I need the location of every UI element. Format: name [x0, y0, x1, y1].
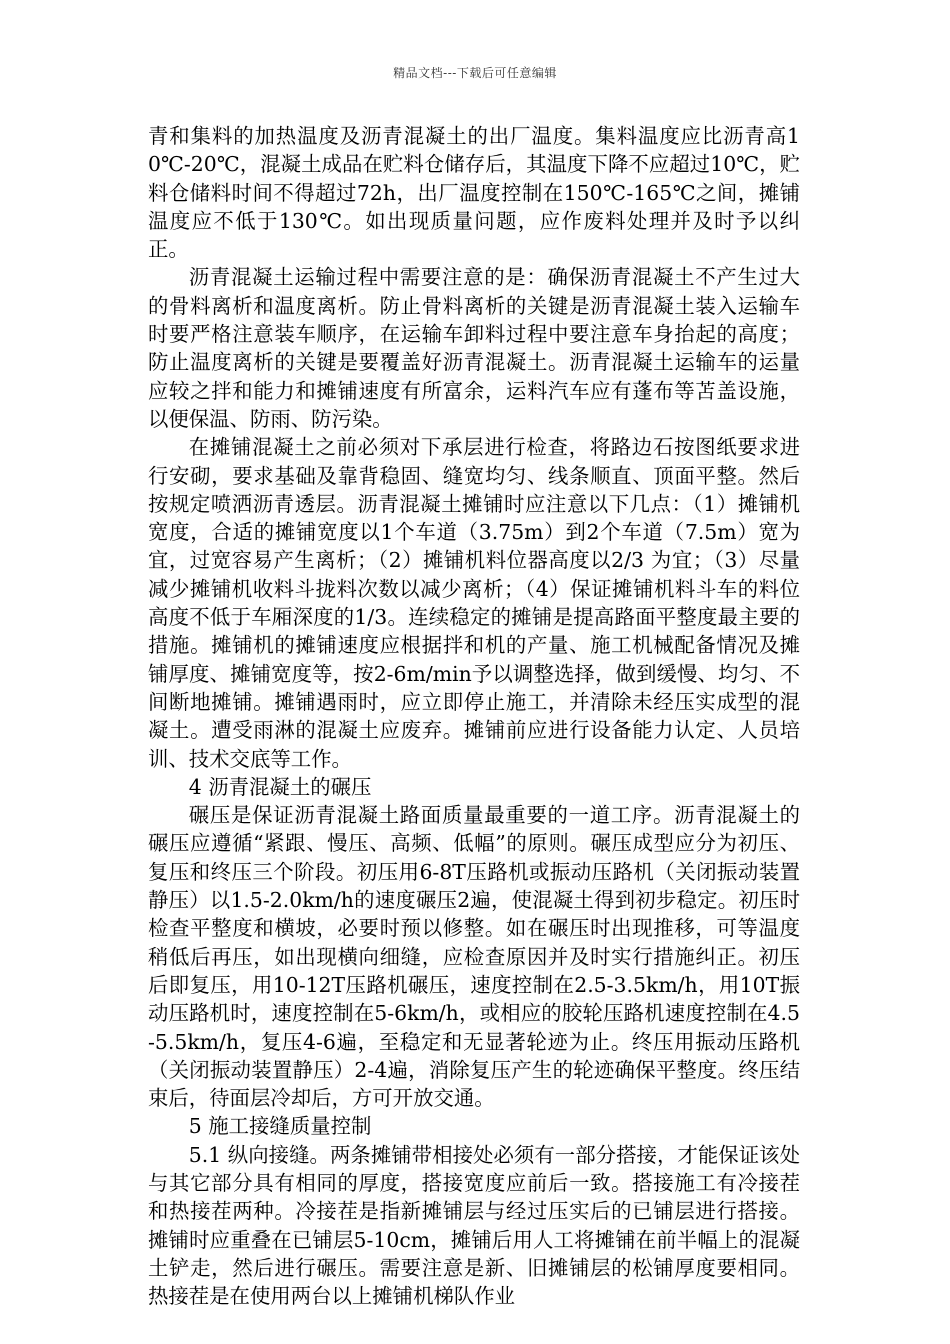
paragraph-transport: 沥青混凝土运输过程中需要注意的是：确保沥青混凝土不产生过大的骨料离析和温度离析。防止骨料离析的关键是沥青混凝土装入运输车时要严格注意装车顺序，在运输车卸料过程中要注意车身抬起的高度；防止温度离析的关键是要覆盖好沥青混凝土。沥青混凝土运输车的运量应较之拌和能力和摊铺速度有所富余，运料汽车应有蓬布等苫盖设施，以便保温、防雨、防污染。: [148, 265, 800, 431]
document-body: [148, 122, 800, 1310]
section-heading-compaction: 4 沥青混凝土的碾压: [188, 774, 372, 799]
paragraph-compaction: 碾压是保证沥青混凝土路面质量最重要的一道工序。沥青混凝土的碾压应遵循“紧跟、慢压、高频、低幅”的原则。碾压成型应分为初压、复压和终压三个阶段。初压用6-8T压路机或振动压路机（关闭振动装置静压）以1.5-2.0km/h的速度碾压2遍，使混凝土得到初步稳定。初压时检查平整度和横坡，必要时预以修整。如在碾压时出现推移，可等温度稍低后再压，如出现横向细缝，应检查原因并及时实行措施纠正。初压后即复压，用10-12T压路机碾压，速度控制在2.5-3.5km/h，用10T振动压路机时，速度控制在5-6km/h，或相应的胶轮压路机速度控制在4.5-5.5km/h，复压4-6遍，至稳定和无显著轮迹为止。终压用振动压路机（关闭振动装置静压）2-4遍，消除复压产生的轮迹确保平整度。终压结束后，待面层冷却后，方可开放交通。: [148, 803, 800, 1111]
paragraph-continuation: 青和集料的加热温度及沥青混凝土的出厂温度。集料温度应比沥青高10℃-20℃，混凝土成品在贮料仓储存后，其温度下降不应超过10℃，贮料仓储料时间不得超过72h，出厂温度控制在150℃-165℃之间，摊铺温度应不低于130℃。如出现质量问题，应作废料处理并及时予以纠正。: [148, 124, 800, 262]
page-header: 精品文档---下载后可任意编辑: [393, 66, 557, 80]
paragraph-paving: 在摊铺混凝土之前必须对下承层进行检查，将路边石按图纸要求进行安砌，要求基础及靠背稳固、缝宽均匀、线条顺直、顶面平整。然后按规定喷洒沥青透层。沥青混凝土摊铺时应注意以下几点：（1）摊铺机宽度，合适的摊铺宽度以1个车道（3.75m）到2个车道（7.5m）宽为宜，过宽容易产生离析；（2）摊铺机料位器高度以2/3 为宜；（3）尽量减少摊铺机收料斗拢料次数以减少离析；（4）保证摊铺机料斗车的料位高度不低于车厢深度的1/3。连续稳定的摊铺是提高路面平整度最主要的措施。摊铺机的摊铺速度应根据拌和机的产量、施工机械配备情况及摊铺厚度、摊铺宽度等，按2-6m/min予以调整选择，做到缓慢、均匀、不间断地摊铺。摊铺遇雨时，应立即停止施工，并清除未经压实成型的混凝土。遭受雨淋的混凝土应废弃。摊铺前应进行设备能力认定、人员培训、技术交底等工作。: [148, 435, 800, 771]
paragraph-longitudinal-joint: 5.1 纵向接缝。两条摊铺带相接处必须有一部分搭接，才能保证该处与其它部分具有相同的厚度，搭接宽度应前后一致。搭接施工有冷接茬和热接茬两种。冷接茬是指新摊铺层与经过压实后的已铺层进行搭接。摊铺时应重叠在已铺层5-10cm，摊铺后用人工将摊铺在前半幅上的混凝土铲走，然后进行碾压。需要注意是新、旧摊铺层的松铺厚度要相同。热接茬是在使用两台以上摊铺机梯队作业: [148, 1142, 800, 1309]
section-heading-joints: 5 施工接缝质量控制: [188, 1114, 372, 1139]
